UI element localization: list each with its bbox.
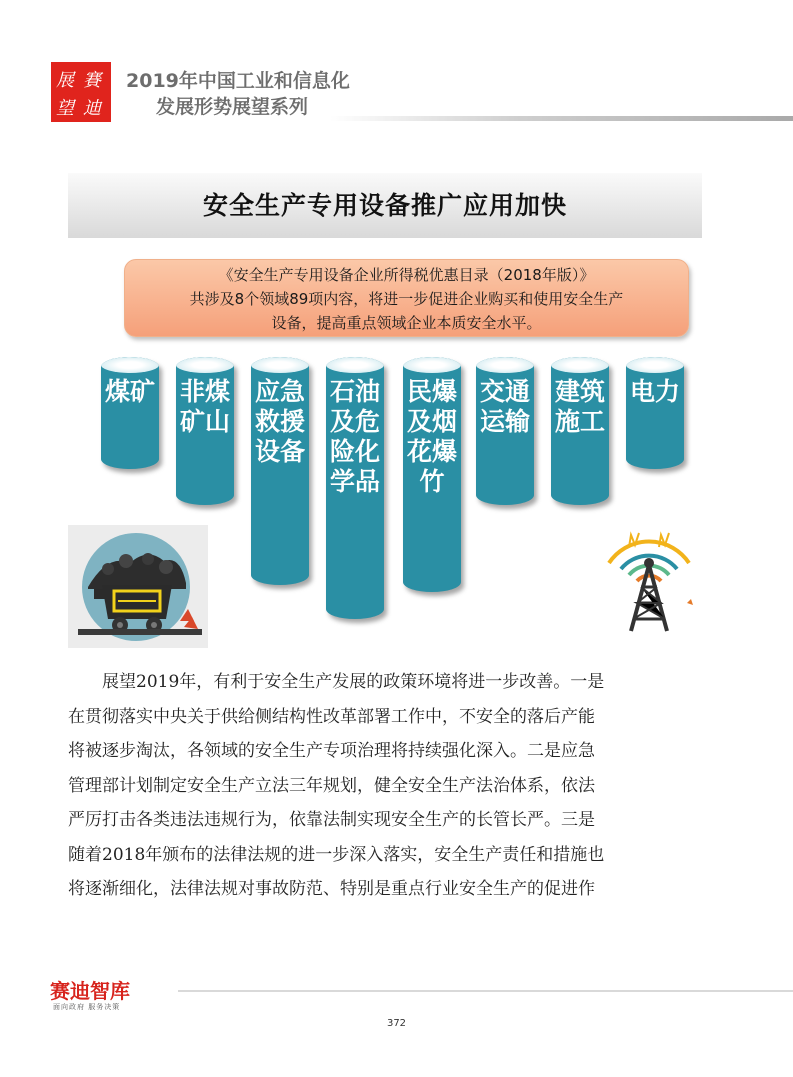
header-divider (330, 116, 793, 121)
pill-cap (551, 357, 609, 373)
domain-label: 非煤矿山 (179, 377, 230, 436)
domain-pill (176, 357, 234, 505)
pill-cap (403, 357, 461, 373)
pill-cap (101, 357, 159, 373)
domain-label: 石油及危险化学品 (329, 377, 380, 496)
domain-label: 民爆及烟花爆竹 (406, 377, 457, 496)
seal-char: 迪 (83, 98, 101, 119)
domain-pill (476, 357, 534, 505)
pill-cap (326, 357, 384, 373)
pill-cap (476, 357, 534, 373)
domain-label: 煤矿 (104, 377, 155, 406)
info-line: 共涉及8个领域89项内容，将进一步促进企业购买和使用安全生产 (189, 290, 624, 308)
logo-seal (51, 62, 111, 122)
body-line: 严厉打击各类违法违规行为，依靠法制实现安全生产的长管长严。三是 (68, 810, 595, 830)
coal-mine-image (68, 525, 208, 648)
body-line: 随着2018年颁布的法律法规的进一步深入落实，安全生产责任和措施也 (68, 844, 605, 865)
domain-label: 应急救援设备 (254, 377, 305, 466)
pill-cap (626, 357, 684, 373)
pill-cap (176, 357, 234, 373)
coal-mine-cart-icon (68, 525, 208, 648)
series-title (126, 68, 350, 120)
domain-label: 电力 (629, 377, 680, 406)
domain-label: 建筑施工 (554, 377, 605, 436)
body-line: 将逐渐细化，法律法规对事故防范、特别是重点行业安全生产的促进作 (68, 879, 595, 899)
domain-pill (626, 357, 684, 469)
domain-label: 交通运输 (479, 377, 530, 436)
body-line: 展望2019年，有利于安全生产发展的政策环境将进一步改善。一是 (102, 672, 605, 692)
brand-logo: 赛迪智库 (50, 979, 130, 1003)
domain-pill (326, 357, 384, 619)
signal-tower-image (601, 525, 697, 635)
footer-divider (178, 990, 793, 992)
domain-pill (101, 357, 159, 469)
body-paragraph (68, 665, 703, 907)
body-line: 将被逐步淘汰，各领域的安全生产专项治理将持续强化深入。二是应急 (68, 741, 595, 761)
brand-tagline: 面向政府 服务决策 (53, 1003, 121, 1011)
series-title-line2: 发展形势展望系列 (156, 96, 309, 118)
domain-pill (251, 357, 309, 585)
info-box (124, 259, 689, 337)
seal-char: 展 (56, 70, 74, 91)
series-title-line1: 2019年中国工业和信息化 (126, 70, 350, 92)
info-line: 设备，提高重点领域企业本质安全水平。 (271, 314, 542, 332)
domain-pill (551, 357, 609, 505)
body-line: 管理部计划制定安全生产立法三年规划，健全安全生产法治体系，依法 (68, 775, 595, 796)
pill-cap (251, 357, 309, 373)
page-number: 372 (386, 1018, 407, 1029)
info-line: 《安全生产专用设备企业所得税优惠目录（2018年版）》 (218, 266, 595, 284)
domain-pill (403, 357, 461, 592)
body-line: 在贯彻落实中央关于供给侧结构性改革部署工作中，不安全的落后产能 (68, 706, 595, 727)
signal-tower-icon (601, 525, 697, 635)
infographic-title: 安全生产专用设备推广应用加快 (202, 191, 567, 220)
infographic-banner (68, 173, 702, 238)
seal-char: 賽 (83, 70, 101, 91)
seal-char: 望 (56, 98, 74, 119)
